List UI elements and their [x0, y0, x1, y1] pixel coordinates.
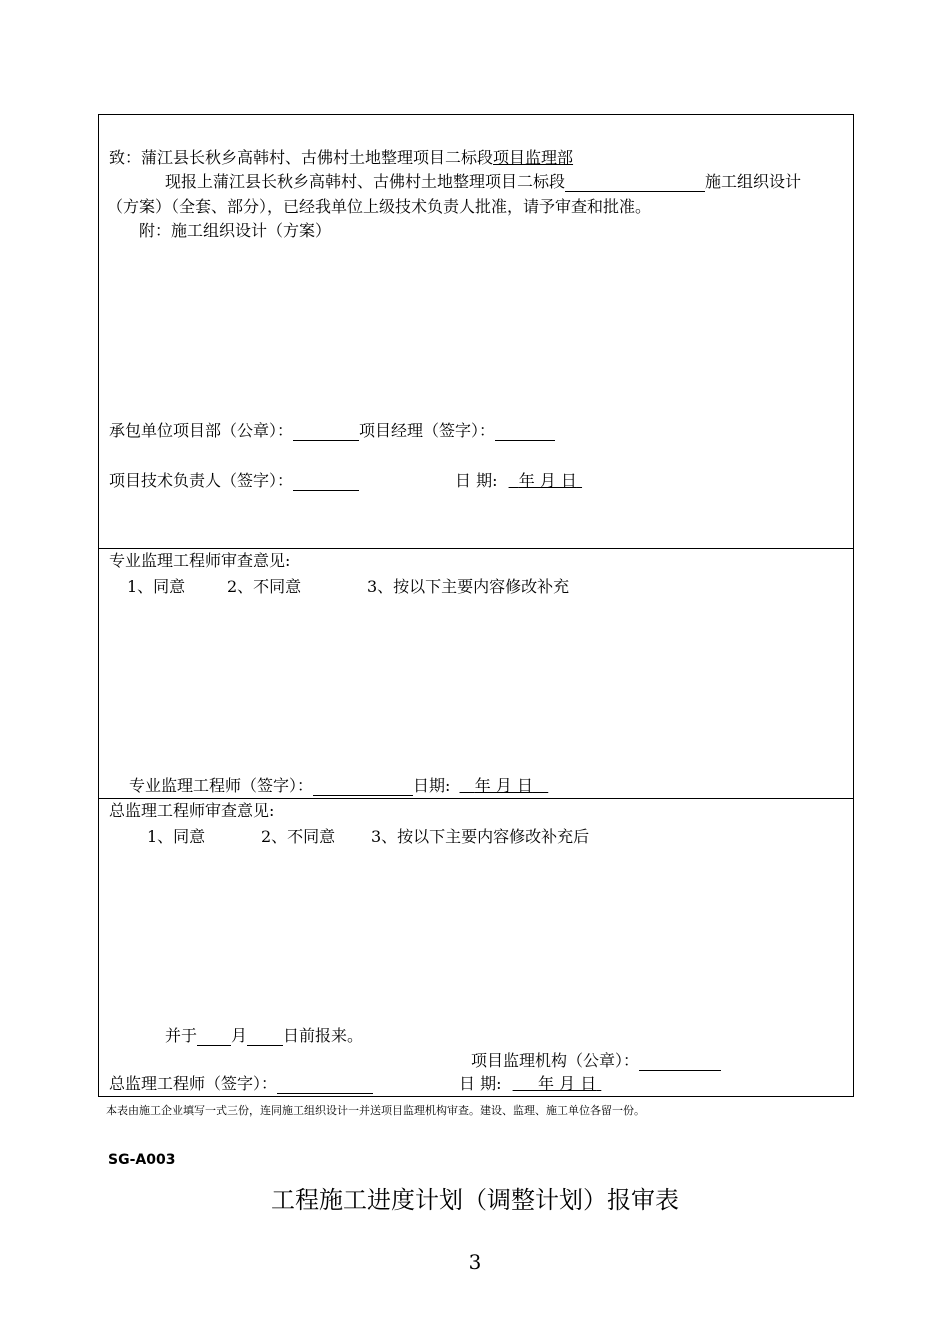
tech-sign-line: [109, 471, 359, 491]
specialist-review-section: [99, 549, 853, 799]
resubmit-prefix: 并于: [165, 1026, 198, 1045]
blank-specialist-signature: [313, 778, 413, 796]
blank-pm-signature: [495, 423, 555, 441]
submission-section: [99, 115, 853, 549]
page-number: 3: [468, 1250, 482, 1274]
chief-sign-line: [109, 1074, 373, 1094]
specialist-heading: 专业监理工程师审查意见:: [109, 551, 291, 570]
chief-date-line: [459, 1074, 601, 1094]
approval-form: [98, 114, 854, 1097]
specialist-label: 专业监理工程师（签字）：: [129, 776, 314, 795]
org-label: 项目监理机构（公章）：: [471, 1051, 640, 1070]
approval-statement: （方案）（全套、部分），已经我单位上级技术负责人批准，请予审查和批准。: [107, 197, 652, 216]
form-code: SG-A003: [108, 1152, 176, 1168]
to-label: 致：: [109, 148, 142, 167]
resubmit-line: [165, 1026, 363, 1046]
addressee-line: [109, 148, 573, 168]
blank-contractor-seal: [293, 423, 359, 441]
resubmit-suffix: 日前报来。: [283, 1026, 364, 1045]
chief-heading: 总监理工程师审查意见:: [109, 801, 275, 820]
chief-option-3: 3、按以下主要内容修改补充后: [371, 827, 590, 846]
attachment-line: 附：施工组织设计（方案）: [139, 221, 332, 240]
org-seal-line: [471, 1051, 721, 1071]
specialist-date-label: 日期:: [413, 776, 451, 795]
chief-option-1: 1、同意: [147, 827, 206, 846]
date-line-1: [455, 471, 582, 491]
submission-line: [165, 172, 801, 192]
to-dept: 项目监理部: [493, 148, 574, 167]
next-form-title: 工程施工进度计划（调整计划）报审表: [271, 1186, 679, 1214]
month-label: 月: [231, 1026, 248, 1045]
chief-option-2: 2、不同意: [261, 827, 336, 846]
footer-note: 本表由施工企业填写一式三份，连同施工组织设计一并送项目监理机构审查。建设、监理、施工单位各留一份。: [106, 1104, 645, 1117]
specialist-option-2: 2、不同意: [227, 577, 302, 596]
specialist-option-1: 1、同意: [127, 577, 186, 596]
date-value: 年 月 日: [518, 471, 577, 490]
specialist-option-3: 3、按以下主要内容修改补充: [367, 577, 570, 596]
tech-label: 项目技术负责人（签字）：: [109, 471, 294, 490]
submission-prefix: 现报上蒲江县长秋乡高韩村、古佛村土地整理项目二标段: [165, 172, 566, 191]
date-label: 日 期:: [455, 471, 498, 490]
to-org: 蒲江县长秋乡高韩村、古佛村土地整理项目二标段: [141, 148, 494, 167]
blank-design-name: [565, 174, 705, 192]
blank-day: [247, 1028, 283, 1046]
blank-org-seal: [639, 1053, 721, 1071]
chief-date-value: 年 月 日: [538, 1074, 597, 1093]
chief-label: 总监理工程师（签字）：: [109, 1074, 278, 1093]
blank-month: [197, 1028, 231, 1046]
contractor-label: 承包单位项目部（公章）：: [109, 421, 294, 440]
specialist-date-value: 年 月 日: [474, 776, 533, 795]
submission-suffix: 施工组织设计: [705, 172, 802, 191]
specialist-sign-line: [129, 776, 548, 796]
pm-label: 项目经理（签字）：: [359, 421, 496, 440]
blank-chief-signature: [277, 1076, 373, 1094]
chief-review-section: [99, 799, 853, 1096]
contractor-sign-line: [109, 421, 555, 441]
blank-tech-signature: [293, 473, 359, 491]
chief-date-label: 日 期:: [459, 1074, 502, 1093]
